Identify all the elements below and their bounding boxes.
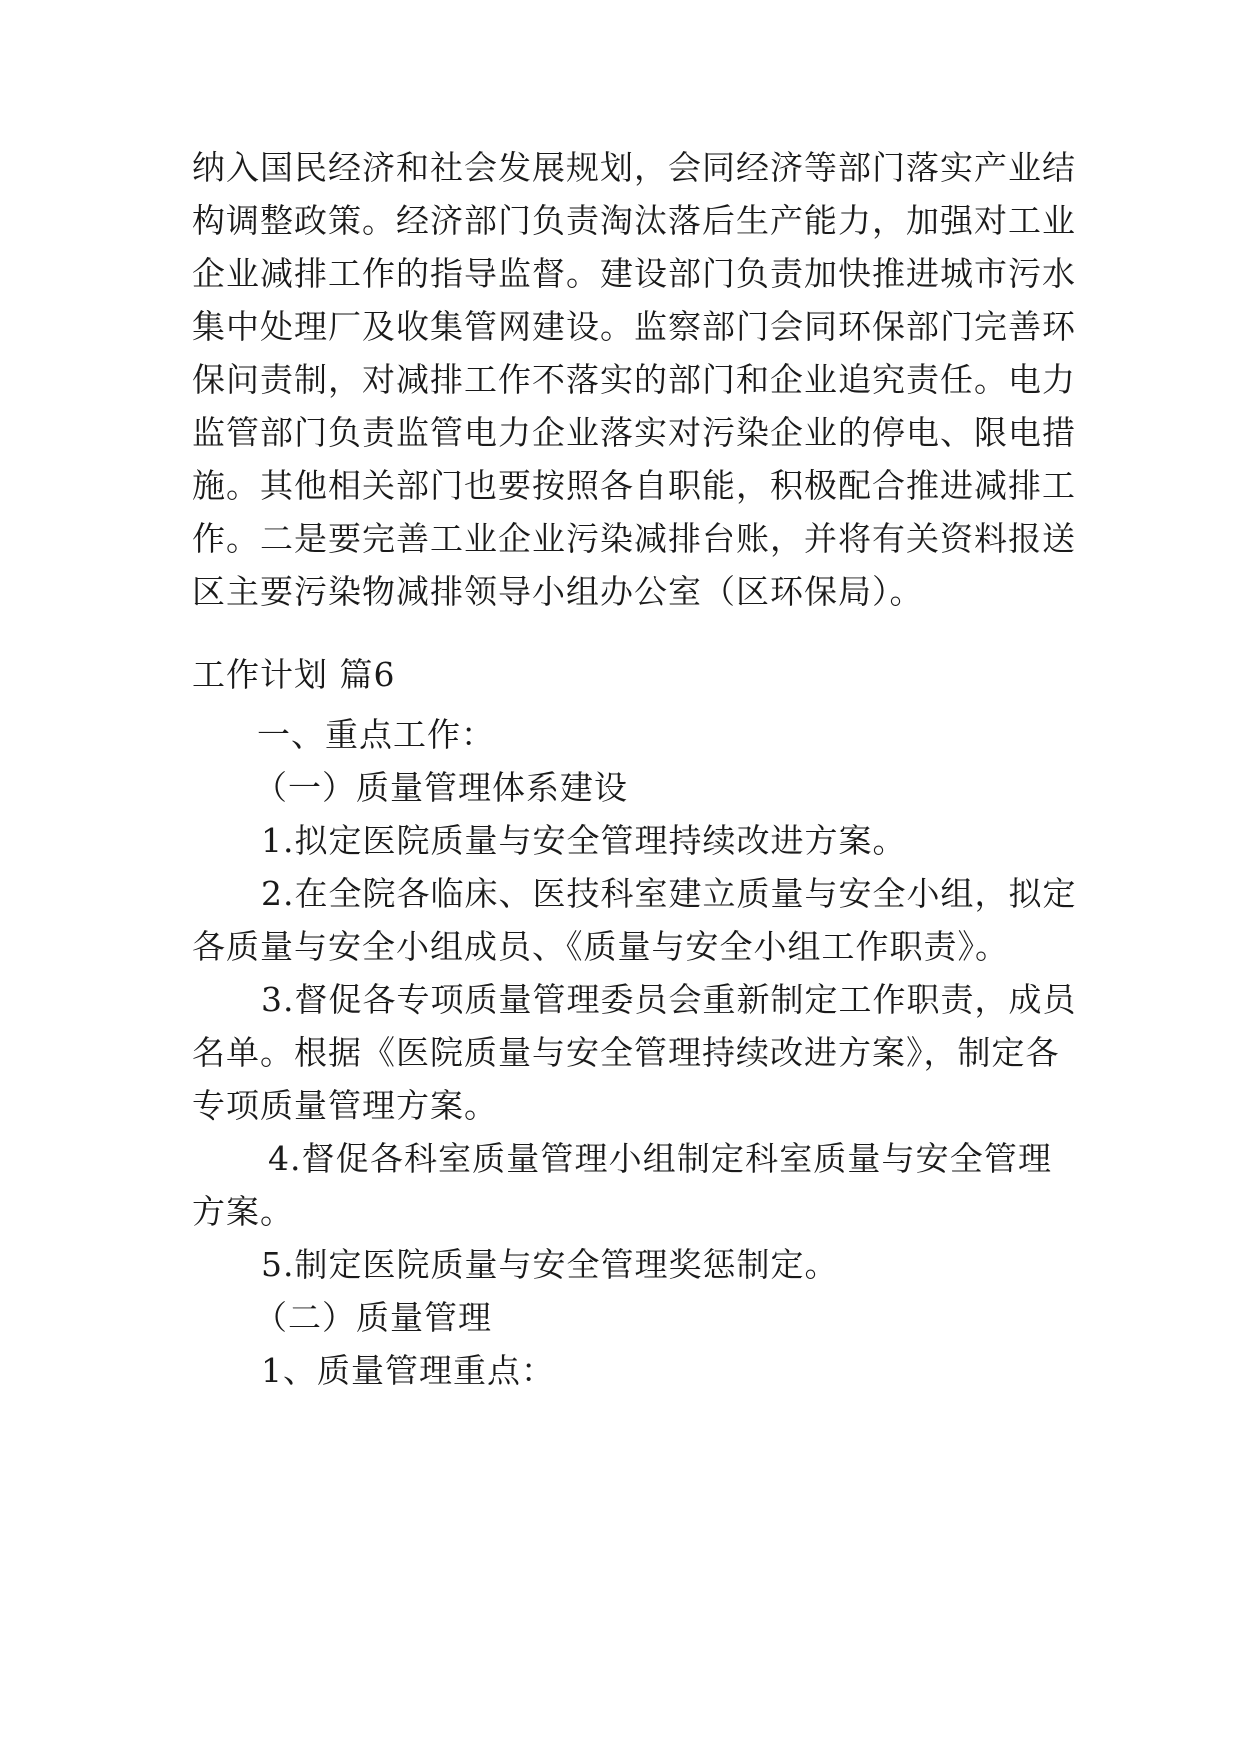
list-item: 1.拟定医院质量与安全管理持续改进方案。 <box>261 821 907 860</box>
paragraph-line: 施。其他相关部门也要按照各自职能，积极配合推进减排工 <box>192 466 1076 505</box>
list-item: 4.督促各科室质量管理小组制定科室质量与安全管理 <box>268 1139 1052 1178</box>
paragraph-line: 保问责制，对减排工作不落实的部门和企业追究责任。电力 <box>192 360 1076 399</box>
list-item: 1、质量管理重点： <box>261 1351 555 1390</box>
paragraph-line: 区主要污染物减排领导小组办公室（区环保局）。 <box>192 572 924 611</box>
list-item-continuation: 名单。根据《医院质量与安全管理持续改进方案》，制定各 <box>192 1033 1060 1072</box>
paragraph-line: 企业减排工作的指导监督。建设部门负责加快推进城市污水 <box>192 254 1076 293</box>
subheading-quality-management: （二）质量管理 <box>254 1298 492 1337</box>
list-item: 3.督促各专项质量管理委员会重新制定工作职责，成员 <box>261 980 1077 1019</box>
section-title: 工作计划 篇6 <box>192 655 396 694</box>
paragraph-line: 集中处理厂及收集管网建设。监察部门会同环保部门完善环 <box>192 307 1076 346</box>
list-item: 2.在全院各临床、医技科室建立质量与安全小组，拟定 <box>261 874 1077 913</box>
list-item: 5.制定医院质量与安全管理奖惩制定。 <box>261 1245 839 1284</box>
paragraph-line: 作。二是要完善工业企业污染减排台账，并将有关资料报送 <box>192 519 1076 558</box>
list-item-continuation: 方案。 <box>192 1192 294 1231</box>
list-item-continuation: 专项质量管理方案。 <box>192 1086 498 1125</box>
list-item-continuation: 各质量与安全小组成员、《质量与安全小组工作职责》。 <box>192 927 1009 966</box>
paragraph-line: 构调整政策。经济部门负责淘汰落后生产能力，加强对工业 <box>192 201 1076 240</box>
heading-key-work: 一、重点工作： <box>257 715 495 754</box>
paragraph-line: 监管部门负责监管电力企业落实对污染企业的停电、限电措 <box>192 413 1076 452</box>
paragraph-line: 纳入国民经济和社会发展规划，会同经济等部门落实产业结 <box>192 148 1076 187</box>
subheading-quality-system: （一）质量管理体系建设 <box>254 768 628 807</box>
